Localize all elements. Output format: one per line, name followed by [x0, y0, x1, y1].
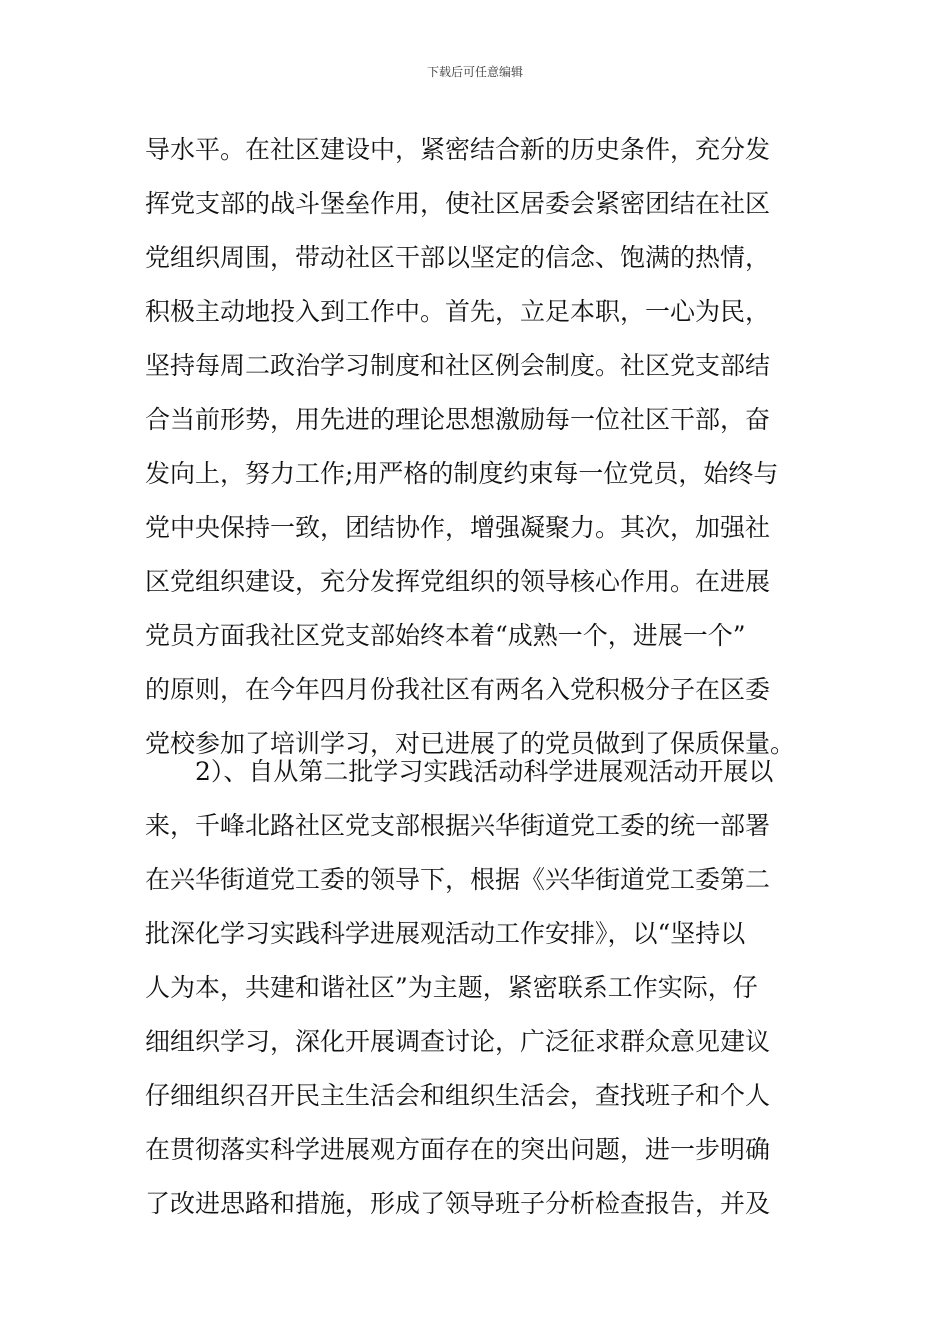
- text-line: 来，千峰北路社区党支部根据兴华街道党工委的统一部署: [145, 811, 771, 840]
- text-line: 的原则，在今年四月份我社区有两名入党积极分子在区委: [145, 675, 771, 704]
- text-line: 批深化学习实践科学进展观活动工作安排》，以“坚持以: [145, 919, 746, 948]
- paragraph-1: [145, 123, 810, 771]
- text-line: 合当前形势，用先进的理论思想激励每一位社区干部，奋: [145, 405, 771, 434]
- page-header: 下载后可任意编辑: [426, 65, 523, 79]
- text-line: 党员方面我社区党支部始终本着“成熟一个，进展一个”: [145, 621, 746, 650]
- text-line: 导水平。在社区建设中，紧密结合新的历史条件，充分发: [145, 135, 771, 164]
- text-line: 党校参加了培训学习，对已进展了的党员做到了保质保量。: [145, 729, 796, 758]
- text-line: 发向上，努力工作;用严格的制度约束每一位党员，始终与: [145, 459, 779, 488]
- text-line: 仔细组织召开民主生活会和组织生活会，查找班子和个人: [145, 1081, 771, 1110]
- text-line: 积极主动地投入到工作中。首先，立足本职，一心为民，: [145, 297, 771, 326]
- text-line: 党中央保持一致，团结协作，增强凝聚力。其次，加强社: [145, 513, 771, 542]
- text-line: 坚持每周二政治学习制度和社区例会制度。社区党支部结: [145, 351, 771, 380]
- text-line: 了改进思路和措施，形成了领导班子分析检查报告，并及: [145, 1189, 771, 1218]
- text-line: 挥党支部的战斗堡垒作用，使社区居委会紧密团结在社区: [145, 189, 771, 218]
- text-line: 党组织周围，带动社区干部以坚定的信念、饱满的热情，: [145, 243, 771, 272]
- text-line-first: 2）、自从第二批学习实践活动科学进展观活动开展以: [195, 757, 774, 786]
- paragraph-2: [145, 745, 810, 1231]
- text-line: 在贯彻落实科学进展观方面存在的突出问题，进一步明确: [145, 1135, 771, 1164]
- text-line: 在兴华街道党工委的领导下，根据《兴华街道党工委第二: [145, 865, 771, 894]
- text-line: 区党组织建设，充分发挥党组织的领导核心作用。在进展: [145, 567, 771, 596]
- text-line: 人为本，共建和谐社区”为主题，紧密联系工作实际，仔: [145, 973, 758, 1002]
- text-line: 细组织学习，深化开展调查讨论，广泛征求群众意见建议: [145, 1027, 771, 1056]
